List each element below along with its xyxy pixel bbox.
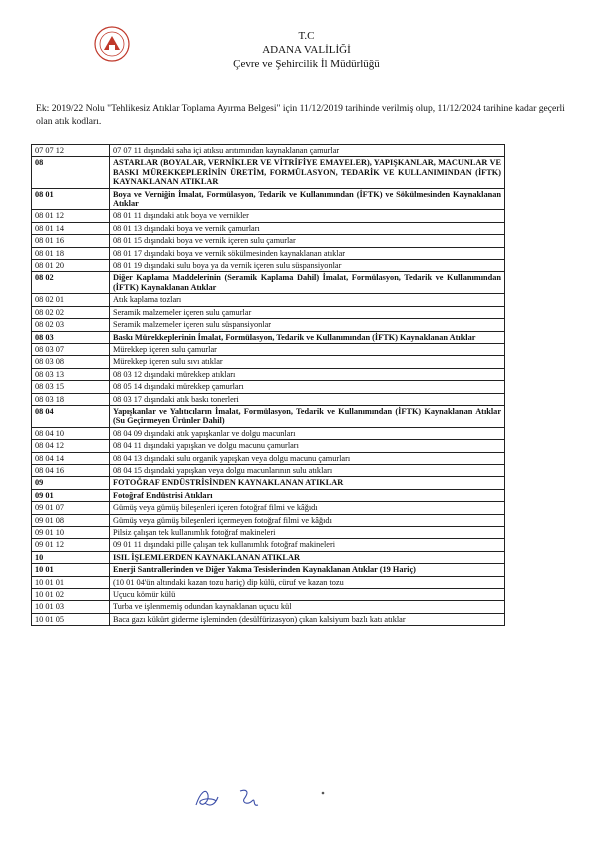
signature-mark-2 xyxy=(240,790,258,805)
waste-code-cell: 08 03 xyxy=(32,331,110,343)
waste-code-cell: 08 01 xyxy=(32,188,110,210)
table-row xyxy=(32,294,505,306)
waste-code-cell: 08 02 02 xyxy=(32,306,110,318)
waste-code-cell: 09 01 08 xyxy=(32,514,110,526)
waste-code-cell: 10 01 01 xyxy=(32,576,110,588)
waste-description-cell: 08 01 11 dışındaki atık boya ve vernikler xyxy=(110,210,505,222)
waste-code-cell: 07 07 12 xyxy=(32,145,110,157)
waste-description-cell: 07 07 11 dışındaki saha içi atıksu arıtımından kaynaklanan çamurlar xyxy=(110,145,505,157)
waste-code-cell: 10 xyxy=(32,551,110,563)
table-row xyxy=(32,452,505,464)
table-row xyxy=(32,247,505,259)
waste-description-cell: 08 01 17 dışındaki boya ve vernik sökülmesinden kaynaklanan atıklar xyxy=(110,247,505,259)
waste-description-cell: Pilsiz çalışan tek kullanımlık fotoğraf makineleri xyxy=(110,527,505,539)
waste-code-cell: 08 04 14 xyxy=(32,452,110,464)
table-row xyxy=(32,368,505,380)
table-row xyxy=(32,440,505,452)
signature-area xyxy=(0,783,595,813)
header-line-valilik: ADANA VALİLİĞİ xyxy=(262,44,351,56)
signature-mark-1 xyxy=(196,791,218,805)
table-row xyxy=(32,489,505,501)
waste-description-cell: 08 05 14 dışındaki mürekkep çamurları xyxy=(110,381,505,393)
waste-code-cell: 09 01 07 xyxy=(32,502,110,514)
waste-code-cell: 08 02 xyxy=(32,272,110,294)
waste-code-table xyxy=(31,144,505,626)
waste-description-cell: Uçucu kömür külü xyxy=(110,589,505,601)
waste-description-cell: Baca gazı kükürt giderme işleminden (desülfürizasyon) çıkan kalsiyum bazlı katı atıklar xyxy=(110,613,505,625)
table-row xyxy=(32,222,505,234)
waste-description-cell: Gümüş veya gümüş bileşenleri içermeyen fotoğraf filmi ve kâğıdı xyxy=(110,514,505,526)
waste-description-cell: Mürekkep içeren sulu çamurlar xyxy=(110,343,505,355)
table-row xyxy=(32,551,505,563)
waste-code-cell: 08 03 07 xyxy=(32,343,110,355)
waste-code-cell: 08 01 16 xyxy=(32,235,110,247)
waste-code-cell: 09 xyxy=(32,477,110,489)
waste-code-cell: 08 03 13 xyxy=(32,368,110,380)
table-row xyxy=(32,157,505,188)
table-row xyxy=(32,564,505,576)
table-row xyxy=(32,576,505,588)
waste-code-cell: 08 02 03 xyxy=(32,319,110,331)
waste-description-cell: 08 01 13 dışındaki boya ve vernik çamurları xyxy=(110,222,505,234)
stamp-dot xyxy=(322,792,325,795)
header-line-mudurluk: Çevre ve Şehircilik İl Müdürlüğü xyxy=(233,58,380,70)
table-row xyxy=(32,601,505,613)
document-header xyxy=(0,29,595,71)
waste-description-cell: 08 04 13 dışındaki sulu organik yapışkan veya dolgu macunu çamurları xyxy=(110,452,505,464)
table-row xyxy=(32,260,505,272)
waste-description-cell: 09 01 11 dışındaki pille çalışan tek kullanımlık fotoğraf makineleri xyxy=(110,539,505,551)
waste-code-cell: 08 04 12 xyxy=(32,440,110,452)
waste-code-cell: 08 04 16 xyxy=(32,464,110,476)
waste-code-cell: 08 01 14 xyxy=(32,222,110,234)
table-row xyxy=(32,502,505,514)
table-row xyxy=(32,210,505,222)
waste-description-cell: 08 01 19 dışındaki sulu boya ya da vernik içeren sulu süspansiyonlar xyxy=(110,260,505,272)
waste-code-cell: 10 01 02 xyxy=(32,589,110,601)
table-row xyxy=(32,343,505,355)
waste-code-cell: 10 01 xyxy=(32,564,110,576)
table-row xyxy=(32,319,505,331)
table-row xyxy=(32,381,505,393)
table-row xyxy=(32,589,505,601)
waste-description-cell: 08 03 12 dışındaki mürekkep atıkları xyxy=(110,368,505,380)
table-row xyxy=(32,272,505,294)
table-row xyxy=(32,514,505,526)
waste-description-cell: Yapışkanlar ve Yalıtıcıların İmalat, Formülasyon, Tedarik ve Kullanımından (İFTK) Kaynaklanan Atıklar (Su Geçirmeyen Ürünler Dahil) xyxy=(110,405,505,427)
waste-code-cell: 09 01 10 xyxy=(32,527,110,539)
table-row xyxy=(32,356,505,368)
table-row xyxy=(32,235,505,247)
waste-description-cell: 08 04 11 dışındaki yapışkan ve dolgu macunu çamurları xyxy=(110,440,505,452)
waste-description-cell: Seramik malzemeler içeren sulu süspansiyonlar xyxy=(110,319,505,331)
waste-description-cell: ASTARLAR (BOYALAR, VERNİKLER VE VİTRİFİYE EMAYELER), YAPIŞKANLAR, MACUNLAR VE BASKI MÜREKKEPLERİNİN ÜRETİM, FORMÜLASYON, TEDARİK VE KULLANIMINDAN (İFTK) KAYNAKLANAN ATIKLAR xyxy=(110,157,505,188)
waste-description-cell: FOTOĞRAF ENDÜSTRİSİNDEN KAYNAKLANAN ATIKLAR xyxy=(110,477,505,489)
waste-description-cell: Gümüş veya gümüş bileşenleri içeren fotoğraf filmi ve kâğıdı xyxy=(110,502,505,514)
table-row xyxy=(32,613,505,625)
waste-description-cell: 08 03 17 dışındaki atık baskı tonerleri xyxy=(110,393,505,405)
waste-description-cell: 08 04 09 dışındaki atık yapışkanlar ve dolgu macunları xyxy=(110,427,505,439)
waste-code-cell: 08 03 18 xyxy=(32,393,110,405)
waste-description-cell: Turba ve işlenmemiş odundan kaynaklanan uçucu kül xyxy=(110,601,505,613)
waste-code-cell: 08 01 12 xyxy=(32,210,110,222)
intro-paragraph: Ek: 2019/22 Nolu "Tehlikesiz Atıklar Toplama Ayırma Belgesi" için 11/12/2019 tarihinde verilmiş olup, 11/12/2024 tarihine kadar geçerli olan atık kodları. xyxy=(36,103,565,127)
waste-description-cell: Diğer Kaplama Maddelerinin (Seramik Kaplama Dahil) İmalat, Formülasyon, Tedarik ve Kullanımından (İFTK) Kaynaklanan Atıklar xyxy=(110,272,505,294)
waste-code-cell: 09 01 12 xyxy=(32,539,110,551)
table-row xyxy=(32,188,505,210)
waste-code-cell: 08 04 xyxy=(32,405,110,427)
waste-description-cell: Baskı Mürekkeplerinin İmalat, Formülasyon, Tedarik ve Kullanımından (İFTK) Kaynaklanan Atıklar xyxy=(110,331,505,343)
table-row xyxy=(32,393,505,405)
waste-description-cell: Fotoğraf Endüstrisi Atıkları xyxy=(110,489,505,501)
waste-code-cell: 09 01 xyxy=(32,489,110,501)
waste-code-cell: 08 04 10 xyxy=(32,427,110,439)
waste-description-cell: (10 01 04'ün altındaki kazan tozu hariç) dip külü, cüruf ve kazan tozu xyxy=(110,576,505,588)
waste-code-cell: 08 01 18 xyxy=(32,247,110,259)
waste-description-cell: 08 04 15 dışındaki yapışkan veya dolgu macunlarının sulu atıkları xyxy=(110,464,505,476)
waste-description-cell: Enerji Santrallerinden ve Diğer Yakma Tesislerinden Kaynaklanan Atıklar (19 Hariç) xyxy=(110,564,505,576)
table-row xyxy=(32,427,505,439)
table-row xyxy=(32,306,505,318)
table-row xyxy=(32,477,505,489)
waste-description-cell: ISIL İŞLEMLERDEN KAYNAKLANAN ATIKLAR xyxy=(110,551,505,563)
waste-description-cell: Boya ve Verniğin İmalat, Formülasyon, Tedarik ve Kullanımından (İFTK) ve Sökülmesinden Kaynaklanan Atıklar xyxy=(110,188,505,210)
table-row xyxy=(32,405,505,427)
header-line-tc: T.C xyxy=(298,30,315,42)
waste-code-cell: 08 xyxy=(32,157,110,188)
table-row xyxy=(32,527,505,539)
table-row xyxy=(32,145,505,157)
waste-code-cell: 08 01 20 xyxy=(32,260,110,272)
waste-code-cell: 08 03 08 xyxy=(32,356,110,368)
table-row xyxy=(32,331,505,343)
waste-code-cell: 10 01 03 xyxy=(32,601,110,613)
waste-description-cell: Atık kaplama tozları xyxy=(110,294,505,306)
waste-code-cell: 10 01 05 xyxy=(32,613,110,625)
waste-code-cell: 08 02 01 xyxy=(32,294,110,306)
table-row xyxy=(32,464,505,476)
waste-description-cell: Mürekkep içeren sulu sıvı atıklar xyxy=(110,356,505,368)
waste-description-cell: 08 01 15 dışındaki boya ve vernik içeren sulu çamurlar xyxy=(110,235,505,247)
waste-code-cell: 08 03 15 xyxy=(32,381,110,393)
waste-description-cell: Seramik malzemeler içeren sulu çamurlar xyxy=(110,306,505,318)
table-row xyxy=(32,539,505,551)
